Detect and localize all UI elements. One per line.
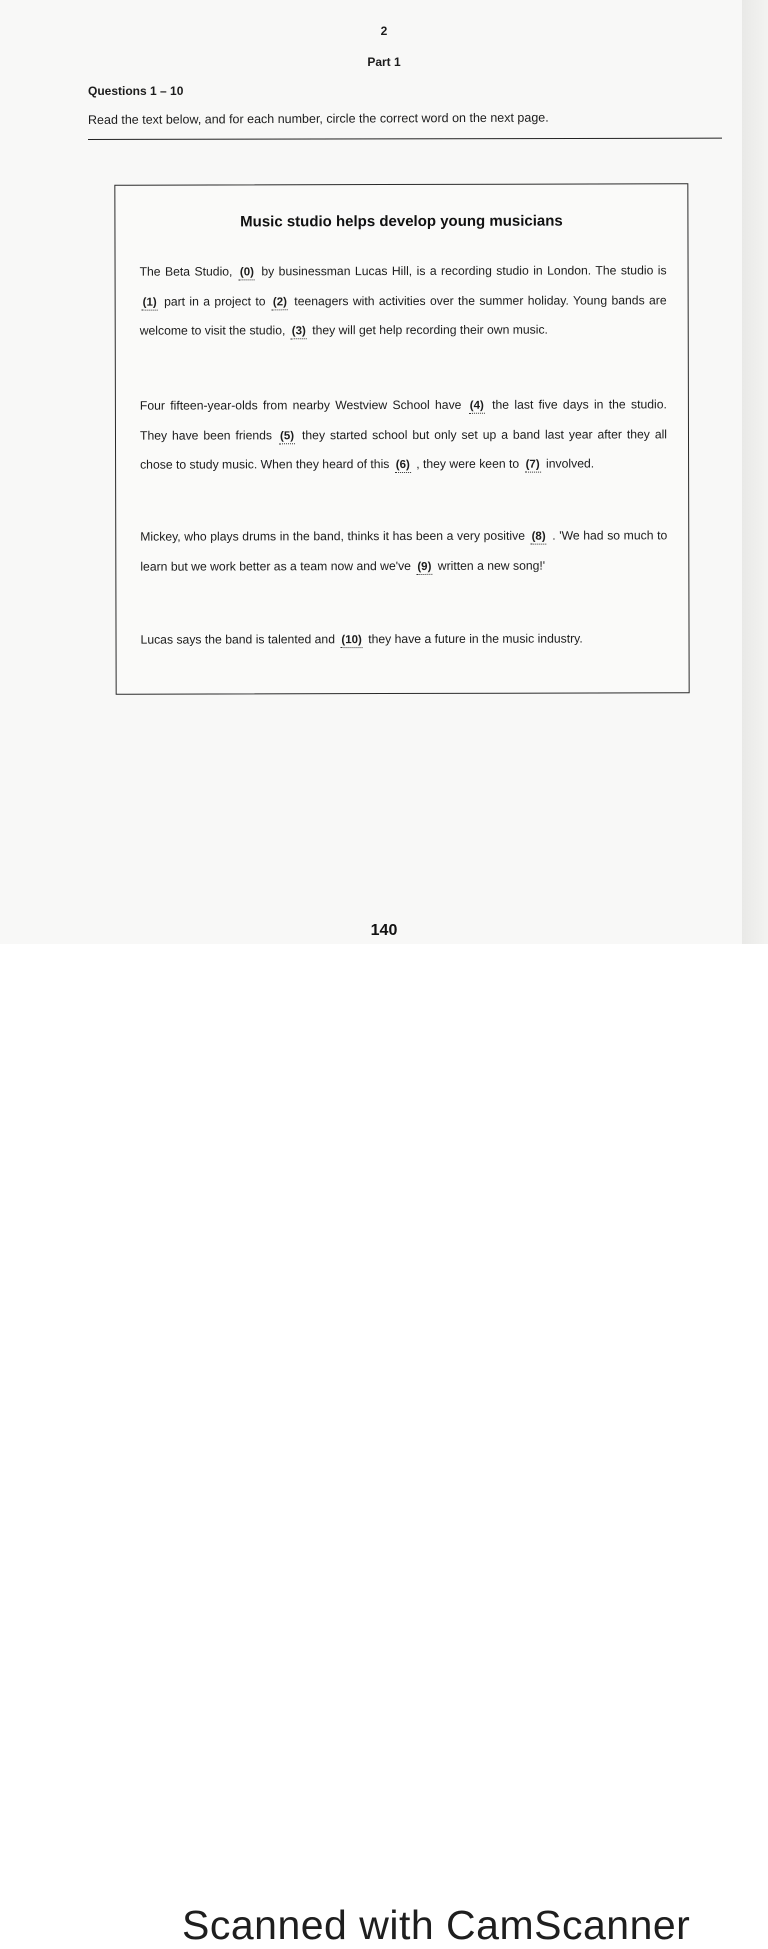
paragraph-text: teenagers with activities over the summer holiday. Young bands are welcome to visit the studio, [139, 292, 667, 338]
paragraph-text: The Beta Studio, [139, 264, 233, 279]
paragraph-text: part in a project to [164, 293, 266, 309]
paragraph-text: they will get help recording their own music. [312, 322, 548, 338]
page-edge-shadow [742, 0, 768, 1024]
scanner-watermark: Scanned with CamScanner [182, 1902, 691, 1948]
paragraph-text: written a new song!' [437, 558, 546, 573]
paragraph-text: , they were keen to [416, 456, 520, 471]
paragraph-4 [140, 624, 667, 655]
gap-8: (8) [531, 531, 547, 545]
gap-4: (4) [469, 400, 485, 414]
gap-2: (2) [272, 296, 288, 310]
paragraph-text: Mickey, who plays drums in the band, thinks it has been a very positive [140, 528, 525, 544]
gap-1: (1) [142, 296, 158, 310]
gap-6: (6) [395, 459, 411, 473]
gap-0: (0) [239, 266, 255, 280]
paragraph-text: they have a future in the music industry. [368, 631, 583, 647]
gap-3: (3) [291, 325, 307, 339]
instruction-text: Read the text below, and for each number, circle the correct word on the next page. [87, 110, 549, 127]
paragraph-text: the last five days in the studio. They have been friends [139, 397, 667, 443]
questions-label: Questions 1 – 10 [88, 84, 184, 98]
gap-5: (5) [279, 430, 295, 444]
scanner-banner [0, 944, 768, 1948]
paragraph-1 [140, 256, 667, 346]
paragraph-3 [140, 521, 667, 581]
paragraph-2 [140, 390, 667, 480]
gap-7: (7) [525, 459, 541, 473]
paragraph-text: they started school but only set up a band last year after they all chose to study music. When they heard of this [140, 426, 668, 472]
gap-9: (9) [416, 560, 432, 574]
paragraph-text: Four fifteen-year-olds from nearby Westview School have [139, 397, 462, 413]
divider-line [88, 138, 722, 140]
paragraph-text: . 'We had so much to learn but we work better as a team now and we've [140, 528, 668, 574]
passage-title: Music studio helps develop young musicians [240, 212, 563, 231]
paragraph-text: by businessman Lucas Hill, is a recording studio in London. The studio is [261, 263, 667, 279]
paragraph-text: involved. [546, 456, 595, 471]
page-number: 2 [380, 24, 388, 38]
part-title: Part 1 [367, 55, 401, 69]
gap-10: (10) [340, 634, 362, 648]
paragraph-text: Lucas says the band is talented and [140, 632, 336, 647]
footer-page-number: 140 [370, 922, 398, 939]
passage-box [114, 183, 689, 695]
